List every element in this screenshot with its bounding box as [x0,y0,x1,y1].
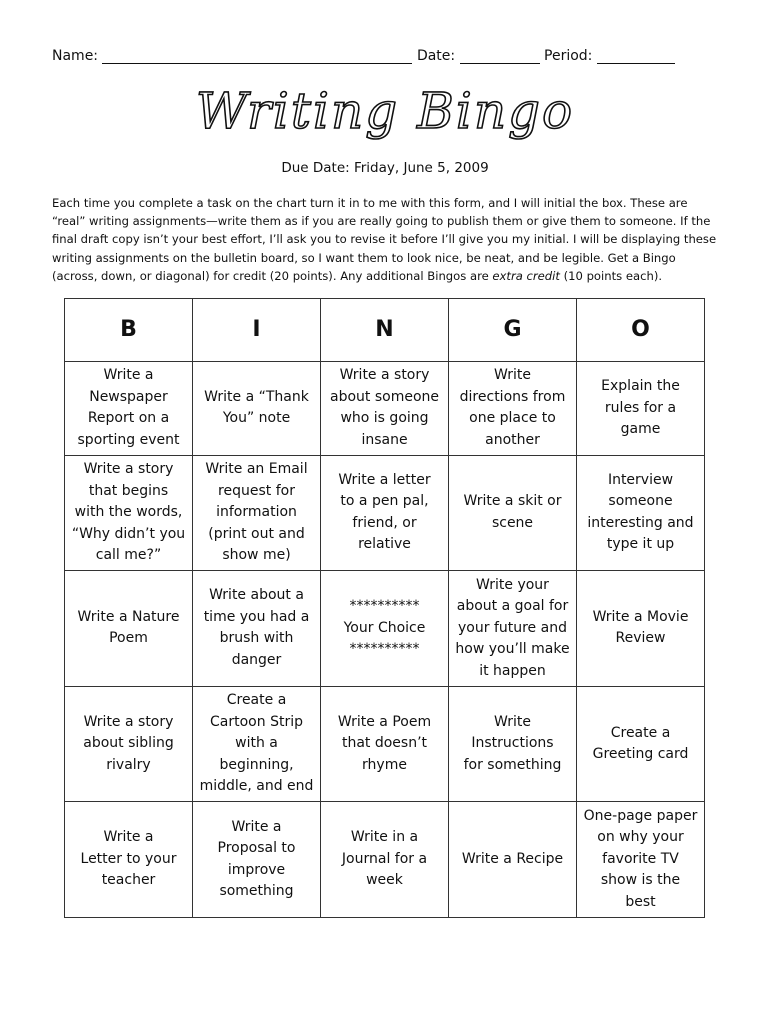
bingo-cell-text: Create a Cartoon Strip with a beginning, middle, and end [199,692,314,795]
bingo-cell[interactable] [65,362,193,456]
bingo-row [65,455,705,571]
bingo-cell[interactable] [193,686,321,802]
name-label: Name: [52,48,99,64]
bingo-cell-text: Write a story that begins with the words, “Why didn’t you call me?” [71,461,186,564]
instructions-text: Each time you complete a task on the chart turn it in to me with this form, and I will initial the box. These are “real” writing assignments—write them as if you are really going to publish them or give them to someone. If the final draft copy isn’t your best effort, I’ll ask you to revise it before I’ll give you my initial. I will be displaying these writing assignments on the bulletin board, so I want them to look nice, be neat, and be legible. Get a Bingo (across, down, or diagonal) for credit (20 points). Any additional Bingos are [52,196,717,283]
bingo-cell-text: Write directions from one place to another [459,367,566,448]
column-header-o: O [577,299,705,362]
bingo-cell[interactable] [449,362,577,456]
bingo-cell[interactable] [449,686,577,802]
bingo-cell-text: Create a Greeting card [592,724,689,763]
bingo-cell-text: Write a Recipe [461,850,564,867]
instructions-text-end: (10 points each). [559,268,663,283]
bingo-cell[interactable] [449,802,577,918]
bingo-cell-text: Write a “Thank You” note [204,388,309,427]
header-fields [52,48,732,64]
bingo-cell[interactable] [65,455,193,571]
bingo-cell[interactable] [449,455,577,571]
bingo-cell[interactable] [577,455,705,571]
instructions-paragraph [52,194,720,285]
bingo-cell-free[interactable] [321,571,449,687]
bingo-cell[interactable] [449,571,577,687]
bingo-cell[interactable] [65,571,193,687]
column-header-n: N [321,299,449,362]
bingo-cell-text: Write a skit or scene [463,493,562,531]
instructions-emphasis: extra credit [492,268,560,283]
bingo-cell[interactable] [321,362,449,456]
bingo-card [64,298,705,918]
bingo-cell-text: Write your about a goal for your future and how you’ll make it happen [455,576,570,679]
bingo-cell-text: Write a Nature Poem [77,608,180,647]
bingo-cell-text: One-page paper on why your favorite TV show is the best [583,807,698,910]
page-title-text: Writing Bingo [195,82,575,140]
date-label: Date: [416,48,456,64]
name-blank[interactable] [102,49,412,64]
bingo-cell-text: Write an Email request for information (print out and show me) [205,461,308,564]
column-header-g: G [449,299,577,362]
bingo-cell[interactable] [321,455,449,571]
date-blank[interactable] [460,49,540,64]
bingo-row [65,686,705,802]
bingo-row [65,802,705,918]
bingo-cell-text: Write a Poem that doesn’t rhyme [337,713,432,773]
period-label: Period: [544,48,593,64]
bingo-cell-text: Write a letter to a pen pal, friend, or relative [338,471,431,553]
bingo-cell[interactable] [193,802,321,918]
bingo-cell-text: Write a Newspaper Report on a sporting event [77,367,180,448]
bingo-cell[interactable] [577,571,705,687]
bingo-cell[interactable] [193,571,321,687]
bingo-row [65,571,705,687]
bingo-cell[interactable] [65,686,193,802]
bingo-cell-text: Interview someone interesting and type it up [587,471,694,553]
column-header-b: B [65,299,193,362]
due-date: Due Date: Friday, June 5, 2009 [281,160,489,176]
period-blank[interactable] [597,49,675,64]
bingo-cell[interactable] [577,362,705,456]
bingo-cell-text: Write a Letter to your teacher [80,829,177,889]
bingo-cell[interactable] [193,455,321,571]
bingo-cell[interactable] [577,686,705,802]
bingo-cell-text: Write a Proposal to improve something [217,818,296,900]
bingo-cell-text: Explain the rules for a game [601,378,680,437]
bingo-cell-text: Write Instructions for something [463,713,562,773]
bingo-cell-text: ********** Your Choice ********** [343,598,426,658]
bingo-cell-text: Write a story about sibling rivalry [83,713,174,773]
column-header-i: I [193,299,321,362]
bingo-cell-text: Write a story about someone who is going insane [329,367,439,448]
page-title [0,82,770,140]
bingo-row [65,362,705,456]
bingo-cell-text: Write in a Journal for a week [341,829,428,889]
bingo-cell[interactable] [65,802,193,918]
bingo-cell[interactable] [321,686,449,802]
bingo-cell[interactable] [321,802,449,918]
bingo-cell[interactable] [577,802,705,918]
bingo-cell[interactable] [193,362,321,456]
bingo-cell-text: Write a Movie Review [592,608,689,647]
bingo-header-row [65,299,705,362]
bingo-cell-text: Write about a time you had a brush with danger [203,587,310,668]
